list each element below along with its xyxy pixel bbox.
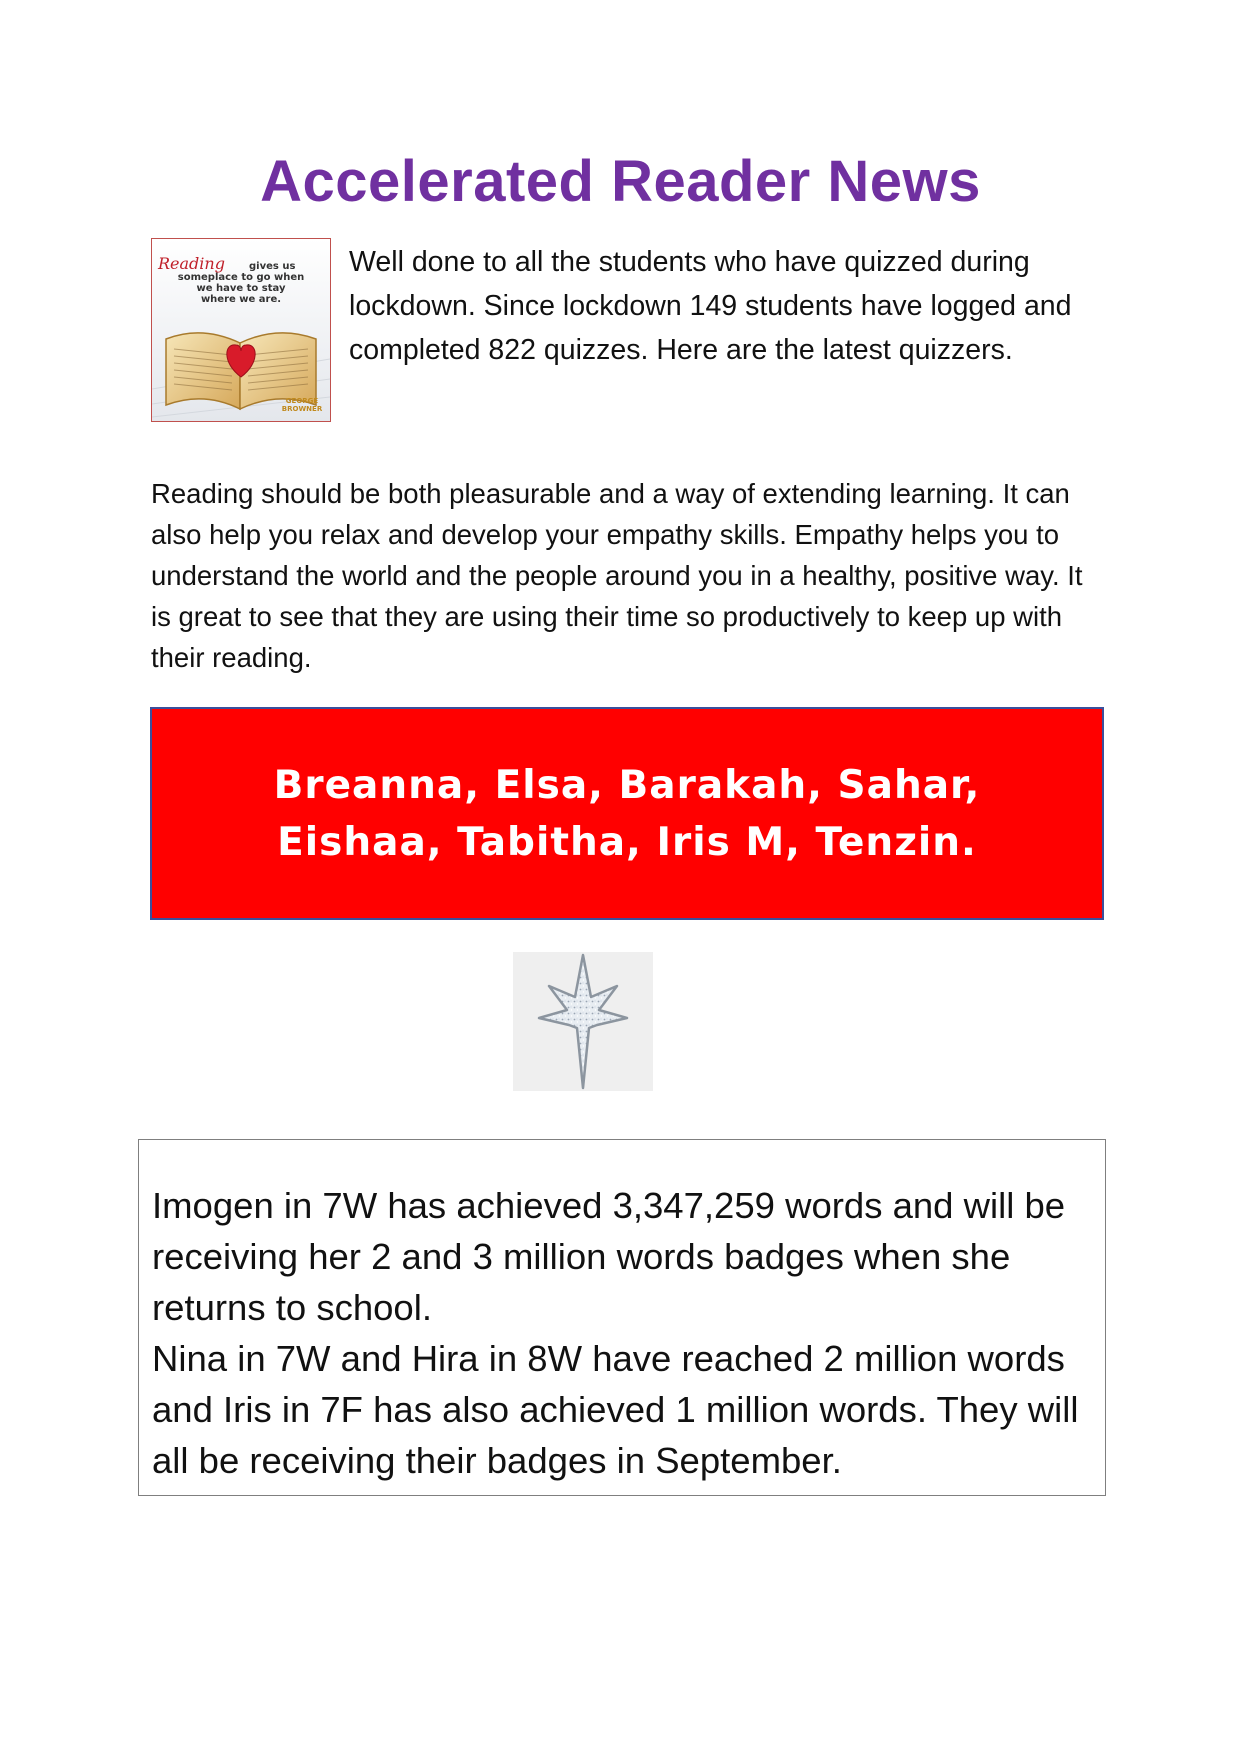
latest-quizzers-banner (150, 707, 1104, 920)
intro-text: Well done to all the students who have quizzed during lockdown. Since lockdown 149 students have logged and completed 822 quizzes. Here are the latest quizzers. (349, 246, 1072, 366)
svg-text:gives us: gives us (249, 261, 296, 272)
svg-text:someplace to go when: someplace to go when (177, 272, 305, 283)
svg-text:GEORGE: GEORGE (285, 397, 319, 405)
open-book-heart-icon (152, 239, 330, 421)
million-words-box (138, 1139, 1106, 1496)
quote-script-word: Reading (158, 254, 225, 273)
quizzer-names-line-2: Eishaa, Tabitha, Iris M, Tenzin. (277, 819, 977, 865)
imogen-achievement: Imogen in 7W has achieved 3,347,259 words and will be receiving her 2 and 3 million words badges when she returns to school. (152, 1185, 1066, 1328)
svg-text:we have to stay: we have to stay (196, 283, 286, 294)
million-words-text (152, 1180, 1097, 1486)
page-title: Accelerated Reader News (260, 149, 981, 214)
sparkle-star-icon (513, 952, 653, 1091)
reading-quote-image (151, 238, 331, 422)
badges-achievement: Nina in 7W and Hira in 8W have reached 2 million words and Iris in 7F has also achieved 1 million words. They will all be receiving their badges in September. (152, 1338, 1079, 1481)
quizzer-names-line-1: Breanna, Elsa, Barakah, Sahar, (273, 762, 981, 808)
star-image (513, 952, 653, 1091)
svg-text:BROWNER: BROWNER (281, 405, 323, 413)
svg-text:where we are.: where we are. (200, 294, 282, 305)
reading-paragraph: Reading should be both pleasurable and a way of extending learning. It can also help you relax and develop your empathy skills. Empathy helps you to understand the world and the people around you in a healthy, positive way. It is great to see that they are using their time so productively to keep up with their reading. (151, 478, 1083, 673)
quizzer-names (274, 757, 981, 871)
